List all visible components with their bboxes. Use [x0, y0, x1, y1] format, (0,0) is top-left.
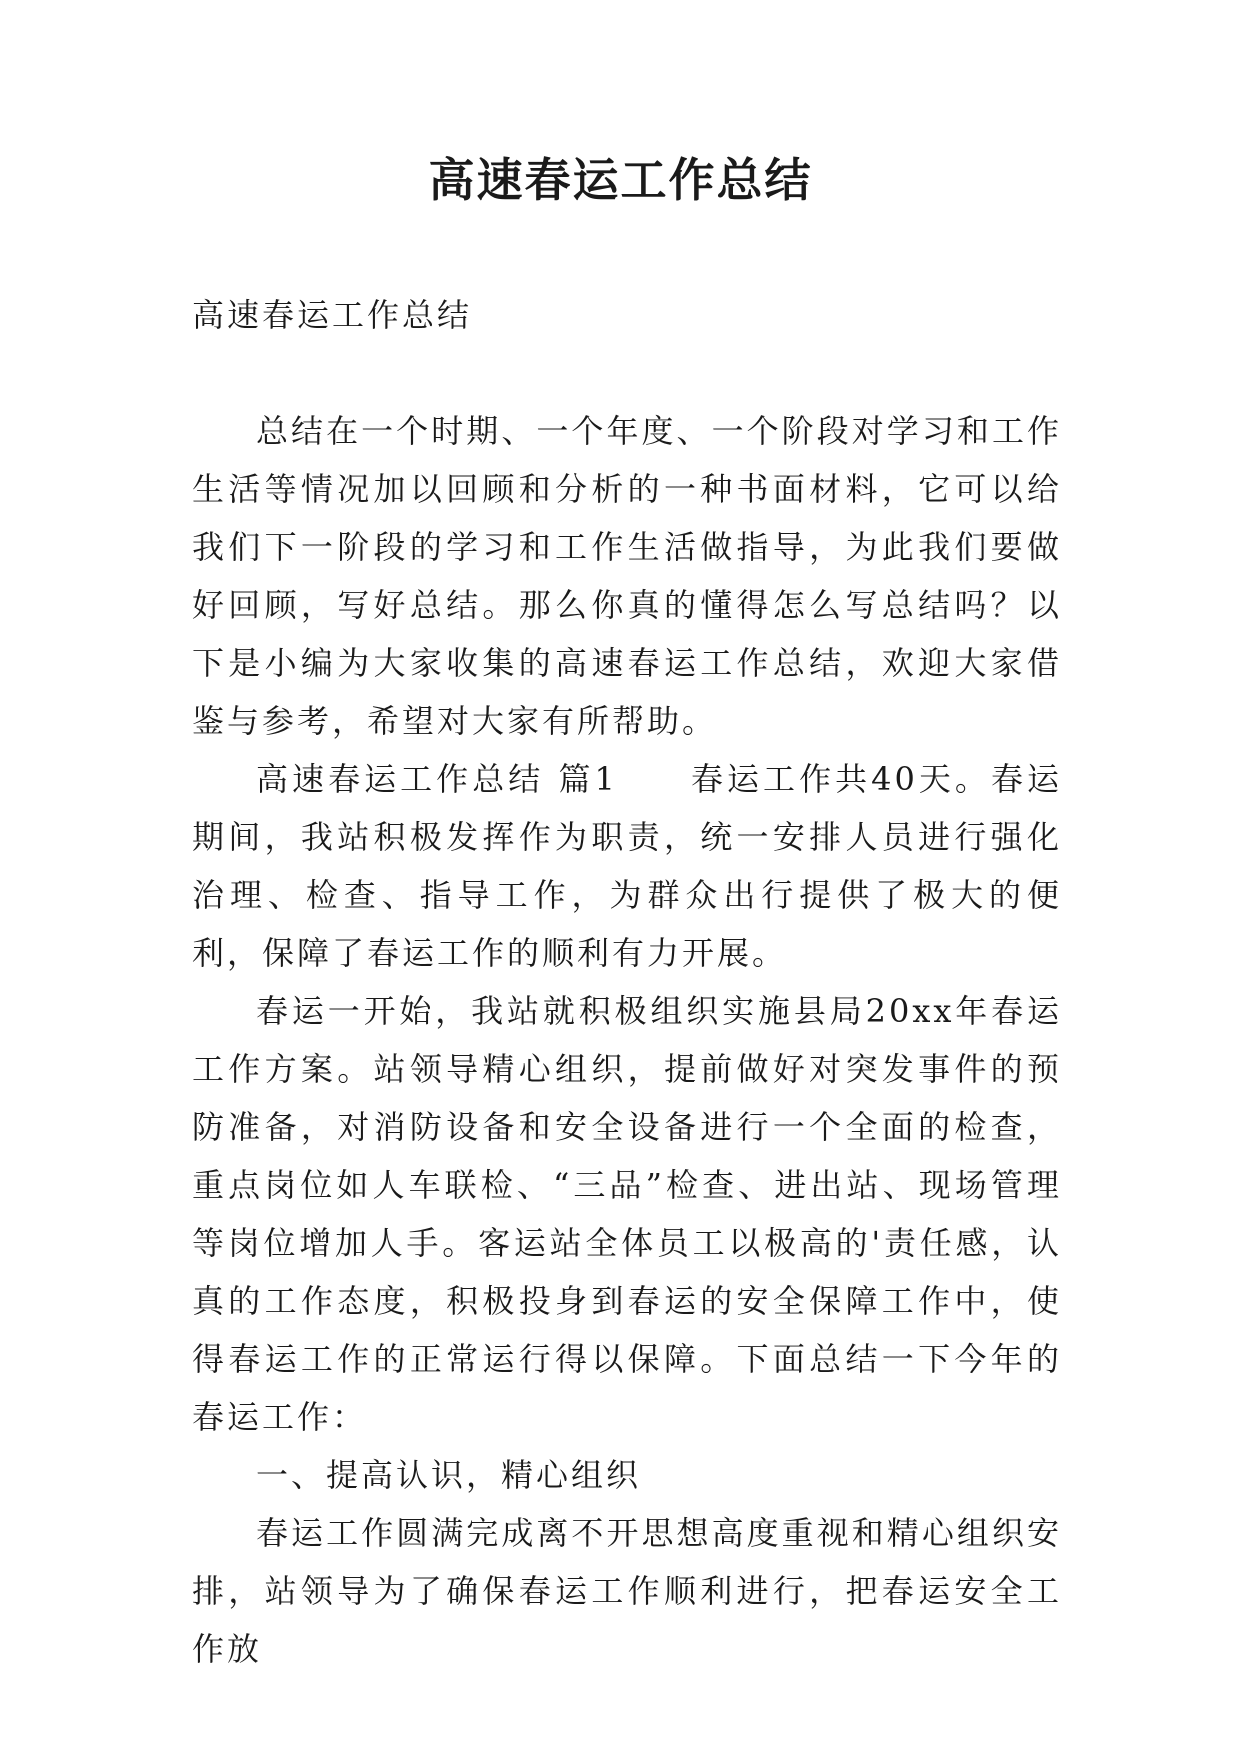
document-body: [192, 286, 1062, 1678]
paragraph-organization: 春运工作圆满完成离不开思想高度重视和精心组织安排，站领导为了确保春运工作顺利进行，把春运安全工作放: [192, 1514, 1062, 1668]
document-subtitle: 高速春运工作总结: [192, 296, 473, 334]
paragraph-work-plan: 春运一开始，我站就积极组织实施县局20xx年春运工作方案。站领导精心组织，提前做好对突发事件的预防准备，对消防设备和安全设备进行一个全面的检查，重点岗位如人车联检、“三品”检查、进出站、现场管理等岗位增加人手。客运站全体员工以极高的'责任感，认真的工作态度，积极投身到春运的安全保障工作中，使得春运工作的正常运行得以保障。下面总结一下今年的春运工作：: [192, 992, 1062, 1436]
section-heading-1: 一、提高认识，精心组织: [256, 1456, 642, 1494]
paragraph-intro: 总结在一个时期、一个年度、一个阶段对学习和工作生活等情况加以回顾和分析的一种书面材料，它可以给我们下一阶段的学习和工作生活做指导，为此我们要做好回顾，写好总结。那么你真的懂得怎么写总结吗？以下是小编为大家收集的高速春运工作总结，欢迎大家借鉴与参考，希望对大家有所帮助。: [192, 412, 1062, 740]
paragraph-section-1: 高速春运工作总结 篇1 春运工作共40天。春运期间，我站积极发挥作为职责，统一安排人员进行强化治理、检查、指导工作，为群众出行提供了极大的便利，保障了春运工作的顺利有力开展。: [192, 760, 1062, 972]
document-title: 高速春运工作总结: [428, 153, 813, 207]
